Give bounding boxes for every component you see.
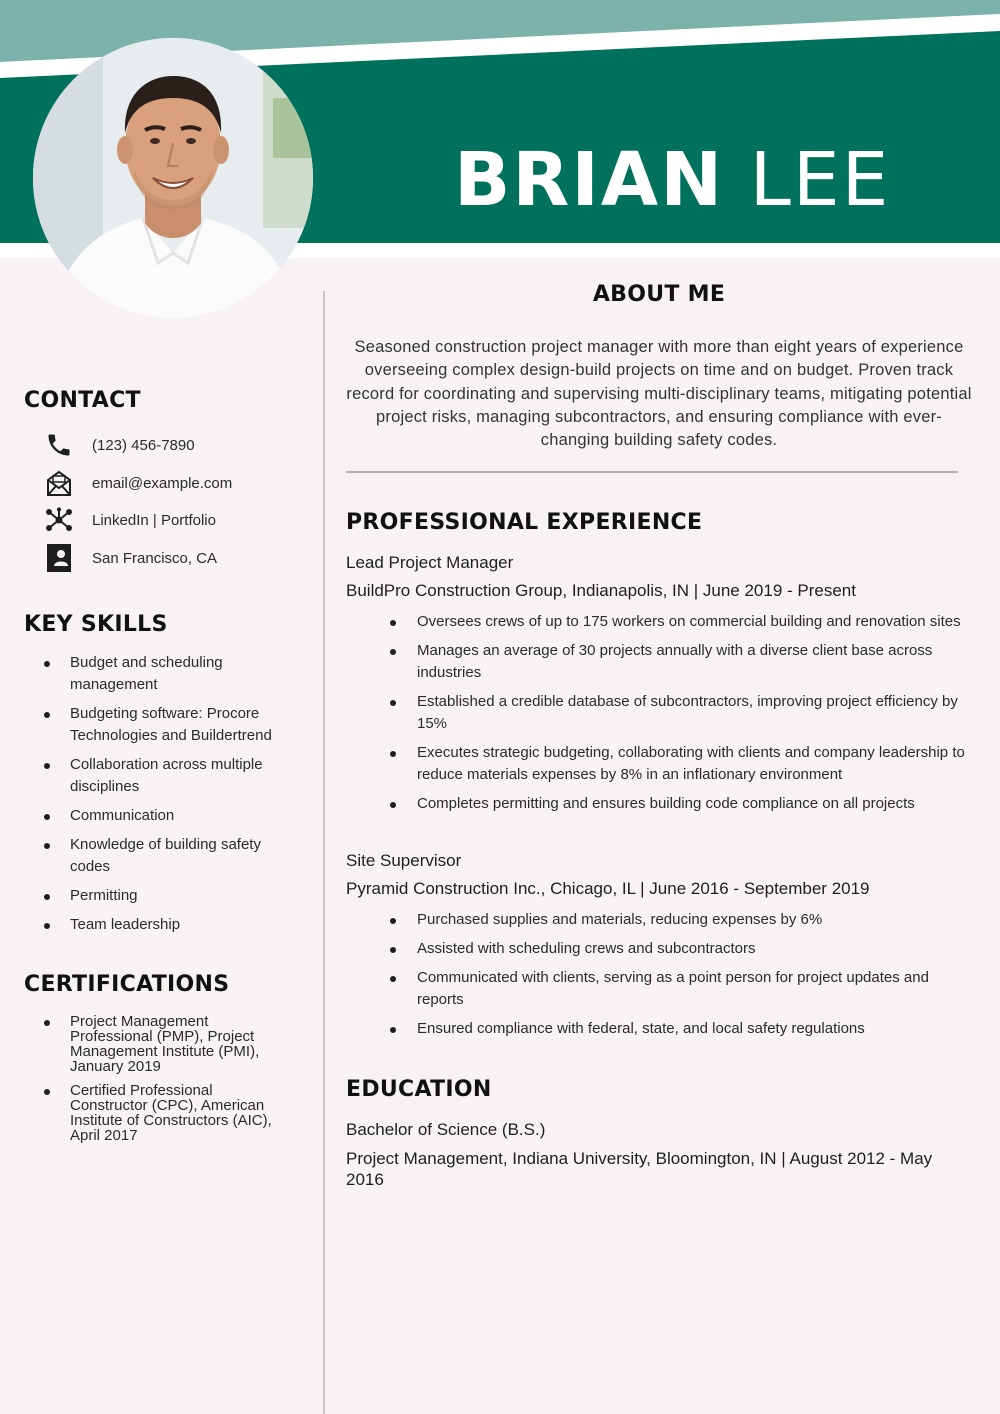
education-degree: Bachelor of Science (B.S.): [346, 1120, 546, 1139]
list-item: Budget and scheduling management: [44, 652, 304, 696]
email-address: email@example.com: [92, 474, 233, 492]
skills-heading: KEY SKILLS: [24, 612, 168, 637]
education-detail: Project Management, Indiana University, Bloomington, IN | August 2012 - May 2016: [346, 1149, 933, 1189]
list-item: Permitting: [44, 885, 304, 907]
job-meta: Pyramid Construction Inc., Chicago, IL | June 2016 - September 2019: [346, 879, 870, 898]
list-item: Communication: [44, 805, 304, 827]
contact-phone: [44, 430, 195, 460]
contact-heading: CONTACT: [24, 388, 141, 413]
last-name: LEE: [749, 137, 891, 223]
about-heading: ABOUT ME: [592, 282, 726, 307]
job-bullets: [390, 909, 974, 1047]
experience-heading: PROFESSIONAL EXPERIENCE: [346, 510, 703, 535]
list-item: Executes strategic budgeting, collaborating with clients and company leadership to reduce materials expenses by 8% in an inflationary environment: [390, 742, 974, 786]
list-item: Assisted with scheduling crews and subcontractors: [390, 938, 974, 960]
contact-card-icon: [44, 543, 74, 573]
network-icon: [44, 505, 74, 535]
candidate-name: [454, 138, 890, 222]
job-title: Lead Project Manager: [346, 553, 514, 572]
list-item: Oversees crews of up to 175 workers on commercial building and renovation sites: [390, 611, 974, 633]
envelope-icon: [44, 468, 74, 498]
list-item: Project Management Professional (PMP), Project Management Institute (PMI), January 2019: [44, 1014, 294, 1074]
contact-location: [44, 543, 218, 573]
certifications-list: [44, 1014, 294, 1152]
list-item: Ensured compliance with federal, state, and local safety regulations: [390, 1018, 974, 1040]
column-divider: [323, 291, 325, 1414]
list-item: Budgeting software: Procore Technologies and Buildertrend: [44, 703, 304, 747]
list-item: Collaboration across multiple disciplines: [44, 754, 304, 798]
contact-linkedin: [44, 505, 216, 535]
job-meta: BuildPro Construction Group, Indianapolis, IN | June 2019 - Present: [346, 581, 856, 600]
phone-number: (123) 456-7890: [92, 436, 195, 454]
contact-email: [44, 468, 233, 498]
skills-list: [44, 652, 304, 943]
section-divider: [346, 471, 958, 473]
list-item: Completes permitting and ensures building code compliance on all projects: [390, 793, 974, 815]
profile-photo: [33, 38, 313, 318]
location: San Francisco, CA: [92, 549, 218, 567]
list-item: Communicated with clients, serving as a point person for project updates and reports: [390, 967, 974, 1011]
list-item: Knowledge of building safety codes: [44, 834, 304, 878]
about-paragraph: Seasoned construction project manager with more than eight years of experience overseeing complex design-build projects on time and on budget. Proven track record for coordinating and supervising multi-disciplinary teams, mitigating potential project risks, managing subcontractors, and ensuring compliance with ever-changing building safety codes.: [346, 338, 972, 450]
list-item: Team leadership: [44, 914, 304, 936]
education-heading: EDUCATION: [346, 1077, 492, 1102]
list-item: Purchased supplies and materials, reducing expenses by 6%: [390, 909, 974, 931]
job-title: Site Supervisor: [346, 851, 462, 870]
job-bullets: [390, 611, 974, 822]
phone-icon: [44, 430, 74, 460]
certifications-heading: CERTIFICATIONS: [24, 972, 230, 997]
linkedin-portfolio: LinkedIn | Portfolio: [92, 511, 216, 529]
list-item: Manages an average of 30 projects annually with a diverse client base across industries: [390, 640, 974, 684]
first-name: BRIAN: [454, 137, 725, 223]
list-item: Certified Professional Constructor (CPC), American Institute of Constructors (AIC), April 2017: [44, 1083, 294, 1143]
list-item: Established a credible database of subcontractors, improving project efficiency by 15%: [390, 691, 974, 735]
